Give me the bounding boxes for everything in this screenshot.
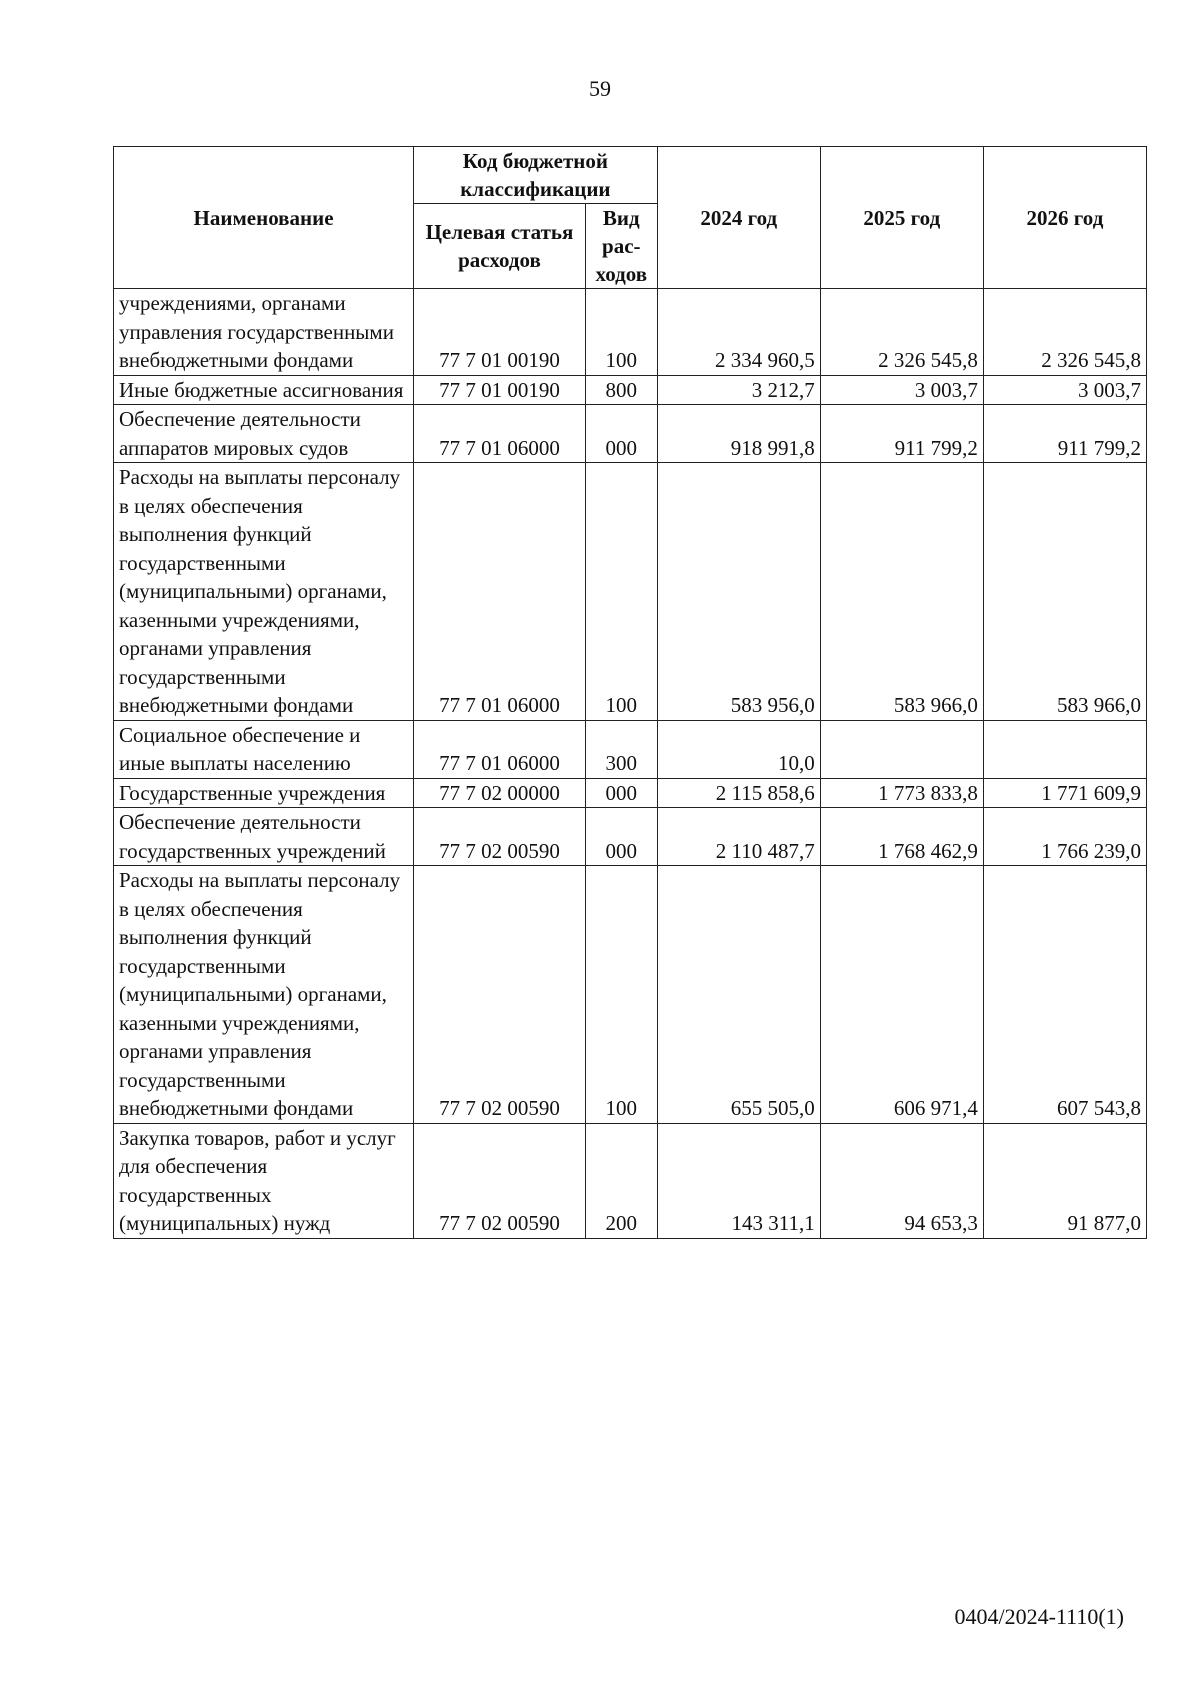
cell-name: учреждениями, органами управления государственными внебюджетными фондами xyxy=(114,289,414,376)
table-row xyxy=(114,463,1147,721)
cell-expense-kind: 100 xyxy=(585,289,657,376)
table-header xyxy=(114,147,1147,289)
cell-expense-kind: 300 xyxy=(585,720,657,778)
cell-2025: 911 799,2 xyxy=(820,405,983,463)
cell-2024: 10,0 xyxy=(657,720,820,778)
cell-2024: 655 505,0 xyxy=(657,866,820,1124)
header-2024: 2024 год xyxy=(657,147,820,289)
header-2025: 2025 год xyxy=(820,147,983,289)
cell-target-article: 77 7 02 00590 xyxy=(414,808,586,866)
cell-target-article: 77 7 02 00590 xyxy=(414,1123,586,1238)
cell-expense-kind: 100 xyxy=(585,463,657,721)
cell-target-article: 77 7 01 06000 xyxy=(414,405,586,463)
cell-expense-kind: 000 xyxy=(585,808,657,866)
cell-2025: 1 773 833,8 xyxy=(820,778,983,808)
cell-2026: 583 966,0 xyxy=(983,463,1146,721)
header-code-group: Код бюджетной классификации xyxy=(414,147,658,204)
cell-expense-kind: 000 xyxy=(585,778,657,808)
header-name: Наименование xyxy=(114,147,414,289)
cell-2026: 3 003,7 xyxy=(983,375,1146,405)
cell-2024: 2 115 858,6 xyxy=(657,778,820,808)
cell-name: Закупка товаров, работ и услуг для обеспечения государственных (муниципальных) нужд xyxy=(114,1123,414,1238)
cell-name: Обеспечение деятельности государственных учреждений xyxy=(114,808,414,866)
document-code: 0404/2024-1110(1) xyxy=(954,1604,1124,1629)
header-target-article: Целевая статья расходов xyxy=(414,204,586,289)
cell-target-article: 77 7 02 00000 xyxy=(414,778,586,808)
table-row xyxy=(114,1123,1147,1238)
table-body xyxy=(114,289,1147,1239)
cell-2025: 606 971,4 xyxy=(820,866,983,1124)
cell-name: Иные бюджетные ассигнования xyxy=(114,375,414,405)
cell-2026: 1 766 239,0 xyxy=(983,808,1146,866)
cell-2024: 2 110 487,7 xyxy=(657,808,820,866)
cell-2024: 583 956,0 xyxy=(657,463,820,721)
cell-2024: 2 334 960,5 xyxy=(657,289,820,376)
header-expense-kind: Вид рас-ходов xyxy=(585,204,657,289)
table-row xyxy=(114,405,1147,463)
cell-target-article: 77 7 01 00190 xyxy=(414,289,586,376)
cell-2026: 911 799,2 xyxy=(983,405,1146,463)
cell-2025: 583 966,0 xyxy=(820,463,983,721)
cell-2026 xyxy=(983,720,1146,778)
table-row xyxy=(114,375,1147,405)
cell-2026: 1 771 609,9 xyxy=(983,778,1146,808)
table-row xyxy=(114,720,1147,778)
page-number: 59 xyxy=(589,76,611,101)
cell-2025 xyxy=(820,720,983,778)
budget-table xyxy=(113,146,1147,1239)
table-row xyxy=(114,808,1147,866)
table-row xyxy=(114,289,1147,376)
cell-target-article: 77 7 01 06000 xyxy=(414,720,586,778)
cell-name: Государственные учреждения xyxy=(114,778,414,808)
table-row xyxy=(114,866,1147,1124)
cell-target-article: 77 7 01 00190 xyxy=(414,375,586,405)
cell-name: Обеспечение деятельности аппаратов мировых судов xyxy=(114,405,414,463)
cell-2025: 94 653,3 xyxy=(820,1123,983,1238)
cell-name: Социальное обеспечение и иные выплаты населению xyxy=(114,720,414,778)
cell-2024: 918 991,8 xyxy=(657,405,820,463)
cell-2024: 143 311,1 xyxy=(657,1123,820,1238)
header-2026: 2026 год xyxy=(983,147,1146,289)
cell-2025: 3 003,7 xyxy=(820,375,983,405)
cell-expense-kind: 200 xyxy=(585,1123,657,1238)
cell-target-article: 77 7 01 06000 xyxy=(414,463,586,721)
cell-2024: 3 212,7 xyxy=(657,375,820,405)
cell-2026: 2 326 545,8 xyxy=(983,289,1146,376)
cell-2026: 91 877,0 xyxy=(983,1123,1146,1238)
cell-target-article: 77 7 02 00590 xyxy=(414,866,586,1124)
cell-2025: 1 768 462,9 xyxy=(820,808,983,866)
cell-expense-kind: 100 xyxy=(585,866,657,1124)
cell-expense-kind: 800 xyxy=(585,375,657,405)
cell-2026: 607 543,8 xyxy=(983,866,1146,1124)
cell-name: Расходы на выплаты персоналу в целях обеспечения выполнения функций государственными (муниципальными) органами, казенными учреждениями, органами управления государственными внебюджетными фондами xyxy=(114,866,414,1124)
cell-name: Расходы на выплаты персоналу в целях обеспечения выполнения функций государственными (муниципальными) органами, казенными учреждениями, органами управления государственными внебюджетными фондами xyxy=(114,463,414,721)
cell-2025: 2 326 545,8 xyxy=(820,289,983,376)
table-row xyxy=(114,778,1147,808)
cell-expense-kind: 000 xyxy=(585,405,657,463)
